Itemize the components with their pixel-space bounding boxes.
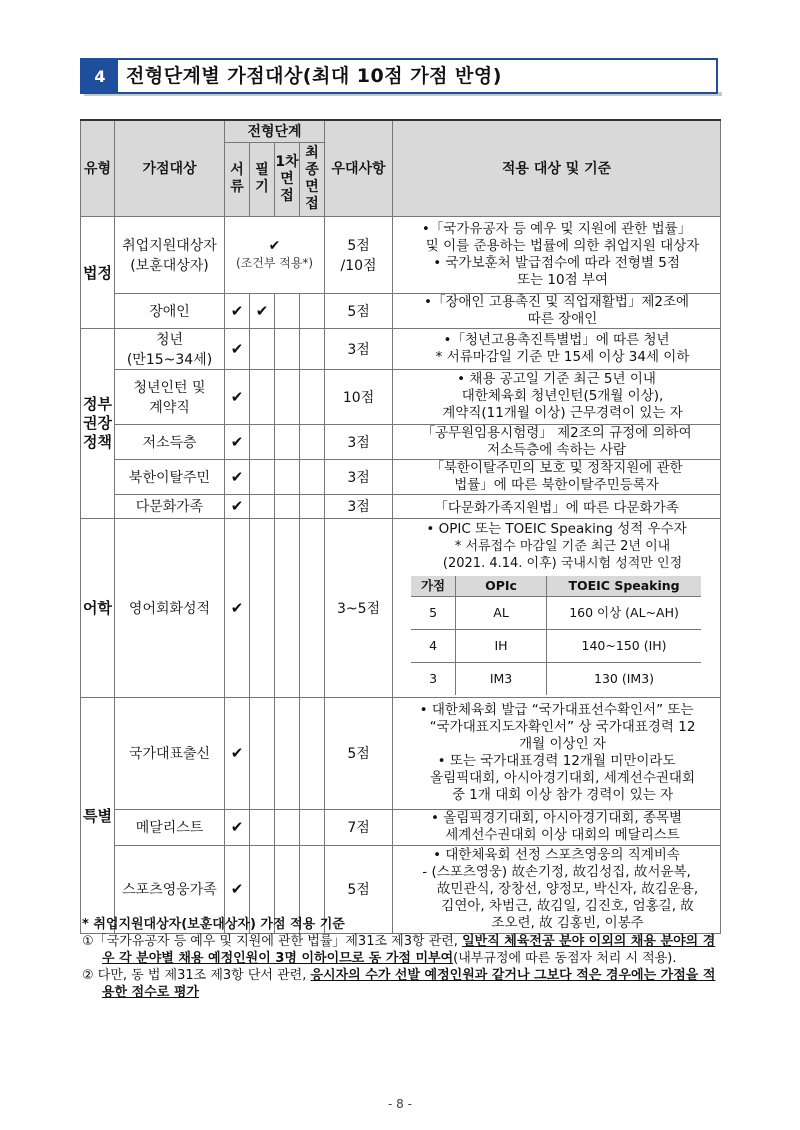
inner-header-points: 가점 [411, 576, 456, 597]
points-veterans: 5점 /10점 [325, 216, 393, 293]
check-multicultural-doc: ✔ [225, 494, 250, 518]
check-low-income-doc: ✔ [225, 424, 250, 459]
criteria-sports-hero: • 대한체육회 선정 스포츠영웅의 직계비속 - (스포츠영웅) 故손기정, 故김성집, 故서윤복, 故민관식, 장창선, 양정모, 박신자, 故김운용, 김연아, 차범근, 故김일, 김진호, 엄홍길, 故 조오련, 故 김홍빈, 이봉주 [393, 845, 721, 933]
criteria-defector: 「북한이탈주민의 보호 및 정착지원에 관한 법률」에 따른 북한이탈주민등록자 [393, 459, 721, 494]
criteria-national-team: • 대한체육회 발급 “국가대표선수확인서” 또는 “국가대표지도자확인서” 상 국가대표경력 12 개월 이상인 자 • 또는 국가대표경력 12개월 미만이라도 올림픽대회, 아시아경기대회, 세계선수권대회 중 1개 대회 이상 참가 경력이 있는 자 [393, 697, 721, 809]
group-special: 특별 [81, 697, 115, 933]
section-title: 전형단계별 가점대상(최대 10점 가점 반영) [126, 65, 502, 87]
points-disabled: 5점 [325, 293, 393, 328]
points-sports-hero: 5점 [325, 845, 393, 933]
group-legal: 법정 [81, 216, 115, 328]
inner-cell: IM3 [456, 662, 547, 695]
criteria-english: • OPIC 또는 TOEIC Speaking 성적 우수자 * 서류접수 마감일 기준 최근 2년 이내 (2021. 4.14. 이후) 국내시험 성적만 인정 가점 OPIc TOEIC Speaking 5 AL 160 이상 (AL~AH) 4 IH 140~150 (IH) 3 IM3 130 (IM3) [393, 518, 721, 697]
inner-header-opic: OPIc [456, 576, 547, 597]
target-english: 영어회화성적 [115, 518, 225, 697]
check-disabled-doc: ✔ [225, 293, 250, 328]
group-lang: 어학 [81, 518, 115, 697]
note-1: ①「국가유공자 등 예우 및 지원에 관한 법률」제31조 제3항 관련, 일반직 체육전공 분야 이외의 채용 분야의 경우 각 분야별 채용 예정인원이 3명 이하이므로 동 가점 미부여(내부규정에 따른 동점자 처리 시 적용). [82, 934, 716, 966]
points-defector: 3점 [325, 459, 393, 494]
points-medalist: 7점 [325, 809, 393, 845]
target-disabled: 장애인 [115, 293, 225, 328]
criteria-youth: •「청년고용촉진특별법」에 따른 청년 * 서류마감일 기준 만 15세 이상 34세 이하 [393, 328, 721, 369]
section-header [80, 58, 718, 94]
target-multicultural: 다문화가족 [115, 494, 225, 518]
section-number: 4 [82, 60, 118, 92]
header-points: 우대사항 [325, 120, 393, 216]
inner-cell: AL [456, 596, 547, 629]
group-gov: 정부권장정책 [81, 328, 115, 518]
target-veterans: 취업지원대상자 (보훈대상자) [115, 216, 225, 293]
inner-cell: 3 [411, 662, 456, 695]
inner-cell: IH [456, 629, 547, 662]
check-national-team-doc: ✔ [225, 697, 250, 809]
points-intern: 10점 [325, 369, 393, 424]
check-intern-doc: ✔ [225, 369, 250, 424]
criteria-veterans: •「국가유공자 등 예우 및 지원에 관한 법률」 및 이를 준용하는 법률에 의한 취업지원 대상자 • 국가보훈처 발급점수에 따라 전형별 5점 또는 10점 부여 [393, 216, 721, 293]
criteria-multicultural: 「다문화가족지원법」에 따른 다문화가족 [393, 494, 721, 518]
inner-cell: 4 [411, 629, 456, 662]
inner-cell: 160 이상 (AL~AH) [547, 596, 702, 629]
notes [82, 916, 727, 1001]
header-stage-interview-final: 최종면접 [300, 142, 325, 216]
points-english: 3~5점 [325, 518, 393, 697]
check-medalist-doc: ✔ [225, 809, 250, 845]
criteria-medalist: • 올림픽경기대회, 아시아경기대회, 종목별 세계선수권대회 이상 대회의 메달리스트 [393, 809, 721, 845]
header-target: 가점대상 [115, 120, 225, 216]
notes-title: * 취업지원대상자(보훈대상자) 가점 적용 기준 [82, 917, 345, 932]
page-number: - 8 - [388, 1097, 412, 1111]
criteria-intern: • 채용 공고일 기준 최근 5년 이내 대한체육회 청년인턴(5개월 이상), 계약직(11개월 이상) 근무경력이 있는 자 [393, 369, 721, 424]
points-national-team: 5점 [325, 697, 393, 809]
check-english-doc: ✔ [225, 518, 250, 697]
header-stage-interview1: 1차면접 [275, 142, 300, 216]
header-stage: 전형단계 [225, 120, 325, 142]
inner-header-toeic: TOEIC Speaking [547, 576, 702, 597]
target-defector: 북한이탈주민 [115, 459, 225, 494]
target-intern: 청년인턴 및 계약직 [115, 369, 225, 424]
target-medalist: 메달리스트 [115, 809, 225, 845]
points-low-income: 3점 [325, 424, 393, 459]
criteria-disabled: •「장애인 고용촉진 및 직업재활법」제2조에 따른 장애인 [393, 293, 721, 328]
target-low-income: 저소득층 [115, 424, 225, 459]
english-score-table [411, 576, 701, 695]
check-sports-hero-doc: ✔ [225, 845, 250, 933]
target-youth: 청년 (만15~34세) [115, 328, 225, 369]
check-defector-doc: ✔ [225, 459, 250, 494]
inner-cell: 130 (IM3) [594, 671, 655, 686]
points-youth: 3점 [325, 328, 393, 369]
inner-cell: 140~150 (IH) [547, 629, 702, 662]
stage-veterans: ✔ (조건부 적용*) [225, 216, 325, 293]
check-disabled-written: ✔ [250, 293, 275, 328]
header-criteria: 적용 대상 및 기준 [393, 120, 721, 216]
check-youth-doc: ✔ [225, 328, 250, 369]
target-sports-hero-family: 스포츠영웅가족 [115, 845, 225, 933]
points-multicultural: 3점 [325, 494, 393, 518]
note-2: ② 다만, 동 법 제31조 제3항 단서 관련, 응시자의 수가 선발 예정인원과 같거나 그보다 적은 경우에는 가점을 적용한 점수로 평가 [82, 968, 716, 1000]
bonus-points-table [80, 119, 721, 934]
header-type: 유형 [81, 120, 115, 216]
target-national-team: 국가대표출신 [115, 697, 225, 809]
header-stage-doc: 서류 [225, 142, 250, 216]
criteria-low-income: 「공무원임용시험령」 제2조의 규정에 의하여 저소득층에 속하는 사람 [393, 424, 721, 459]
header-stage-written: 필기 [250, 142, 275, 216]
inner-cell: 5 [411, 596, 456, 629]
